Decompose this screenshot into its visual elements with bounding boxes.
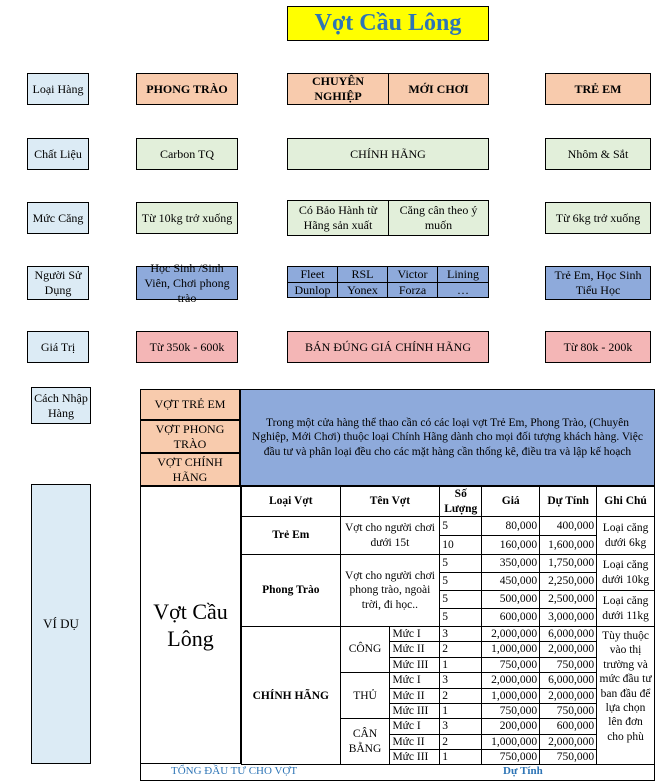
- tag-vot-tre-em: VỢT TRẺ EM: [140, 389, 240, 420]
- cell-du-tinh: 1,600,000: [540, 536, 597, 555]
- chat-lieu-nhom-sat: Nhôm & Sắt: [545, 138, 651, 170]
- muc-cang-bao-hanh: Có Bảo Hành từ Hãng sản xuất: [287, 200, 389, 236]
- cell-sl: 2: [440, 688, 482, 703]
- th-ten-vot: Tên Vợt: [340, 487, 440, 517]
- chat-lieu-carbon: Carbon TQ: [136, 138, 238, 170]
- cell-muc: Mức I: [390, 719, 440, 734]
- cell-gia: 750,000: [482, 657, 540, 672]
- cell-phong-trao-note-2: Loại căng dưới 11kg: [597, 591, 655, 627]
- nguoi-su-dung-tre-em: Trẻ Em, Học Sinh Tiểu Học: [545, 266, 651, 300]
- cell-du-tinh: 600,000: [540, 719, 597, 734]
- cell-sl: 3: [440, 627, 482, 642]
- gia-tri-chinh-hang: BÁN ĐÚNG GIÁ CHÍNH HÃNG: [287, 331, 489, 363]
- gia-tri-tre-em: Từ 80k - 200k: [545, 331, 651, 363]
- product-name: Vợt Cầu Lông: [140, 486, 241, 764]
- cell-du-tinh: 6,000,000: [540, 627, 597, 642]
- cell-sl: 1: [440, 750, 482, 765]
- brand-dunlop: Dunlop: [288, 283, 338, 298]
- footer-du-tinh: Dự Tính: [503, 765, 543, 777]
- cell-muc: Mức III: [390, 657, 440, 672]
- table-row: [242, 627, 655, 642]
- cell-du-tinh: 2,000,000: [540, 734, 597, 749]
- cell-du-tinh: 3,000,000: [540, 609, 597, 627]
- muc-cang-6kg: Từ 6kg trở xuống: [545, 202, 651, 234]
- cell-gia: 160,000: [482, 536, 540, 555]
- th-loai-vot: Loại Vợt: [242, 487, 341, 517]
- table-row: [242, 517, 655, 536]
- brand-more: …: [457, 283, 469, 297]
- cell-gia: 2,000,000: [482, 627, 540, 642]
- cell-tre-em-note: Loại căng dưới 6kg: [597, 517, 655, 555]
- cell-group-can-bang: CÂN BẰNG: [340, 719, 390, 765]
- cell-muc: Mức II: [390, 734, 440, 749]
- table-row: [242, 555, 655, 573]
- page-title: Vợt Cầu Lông: [287, 6, 489, 41]
- gia-tri-phong-trao: Từ 350k - 600k: [136, 331, 238, 363]
- cell-gia: 200,000: [482, 719, 540, 734]
- th-ghi-chu: Ghi Chú: [597, 487, 655, 517]
- cell-du-tinh: 1,750,000: [540, 555, 597, 573]
- cell-sl: 1: [440, 703, 482, 718]
- cell-gia: 1,000,000: [482, 688, 540, 703]
- brand-yonex: Yonex: [338, 283, 388, 298]
- cell-gia: 80,000: [482, 517, 540, 536]
- cell-phong-trao-note-1: Loại căng dưới 10kg: [597, 555, 655, 591]
- footer-total-label: TỔNG ĐẦU TƯ CHO VỢT: [171, 765, 298, 777]
- loai-hang-phong-trao: PHONG TRÀO: [136, 73, 238, 105]
- cell-group-thu: THỦ: [340, 673, 390, 719]
- cell-gia: 1,000,000: [482, 642, 540, 657]
- cell-gia: 750,000: [482, 703, 540, 718]
- cell-du-tinh: 2,000,000: [540, 642, 597, 657]
- footer-row: [140, 764, 655, 781]
- muc-cang-tuy-y: Căng cân theo ý muốn: [388, 200, 489, 236]
- table-header-row: [242, 487, 655, 517]
- cell-sl: 3: [440, 673, 482, 688]
- th-du-tinh: Dự Tính: [540, 487, 597, 517]
- label-gia-tri: Giá Trị: [27, 331, 89, 363]
- cell-sl: 5: [440, 555, 482, 573]
- cell-muc: Mức II: [390, 642, 440, 657]
- cell-muc: Mức III: [390, 750, 440, 765]
- cell-gia: 450,000: [482, 573, 540, 591]
- cell-muc: Mức III: [390, 703, 440, 718]
- cell-phong-trao: Phong Trào: [242, 555, 341, 627]
- cell-sl: 5: [440, 609, 482, 627]
- cell-du-tinh: 2,500,000: [540, 591, 597, 609]
- th-gia: Giá: [482, 487, 540, 517]
- cell-muc: Mức I: [390, 673, 440, 688]
- brand-rsl: RSL: [338, 267, 388, 283]
- cell-sl: 1: [440, 657, 482, 672]
- cell-gia: 750,000: [482, 750, 540, 765]
- cell-du-tinh: 6,000,000: [540, 673, 597, 688]
- cell-tre-em: Trẻ Em: [242, 517, 341, 555]
- cell-gia: 1,000,000: [482, 734, 540, 749]
- brand-victor: Victor: [388, 267, 438, 283]
- tag-vot-phong-trao: VỢT PHONG TRÀO: [140, 420, 240, 453]
- cell-tre-em-desc: Vợt cho người chơi dưới 15t: [340, 517, 440, 555]
- cell-gia: 350,000: [482, 555, 540, 573]
- cell-gia: 600,000: [482, 609, 540, 627]
- cell-muc: Mức I: [390, 627, 440, 642]
- cell-group-cong: CÔNG: [340, 627, 390, 673]
- cell-muc: Mức II: [390, 688, 440, 703]
- label-cach-nhap-hang: Cách Nhập Hàng: [31, 387, 91, 424]
- loai-hang-chuyen-nghiep: CHUYÊN NGHIỆP: [287, 73, 389, 105]
- cell-sl: 5: [440, 573, 482, 591]
- label-loai-hang: Loại Hàng: [27, 73, 89, 105]
- cell-sl: 2: [440, 642, 482, 657]
- cell-sl: 3: [440, 719, 482, 734]
- label-chat-lieu: Chất Liệu: [27, 138, 89, 170]
- cell-sl: 10: [440, 536, 482, 555]
- cell-gia: 500,000: [482, 591, 540, 609]
- cell-du-tinh: 400,000: [540, 517, 597, 536]
- description-box: Trong một cửa hàng thể thao cần có các loại vợt Trẻ Em, Phong Trào, (Chuyên Nghiệp, Mới Chơi) thuộc loại Chính Hãng dành cho mọi đối tượng khách hàng. Việc đầu tư và phân loại đều cho các mặt hàng cần thống kê, điều tra và lập kế hoạch: [240, 389, 655, 486]
- brand-grid: [287, 266, 489, 298]
- brand-fleet: Fleet: [288, 267, 338, 283]
- cell-sl: 5: [440, 517, 482, 536]
- cell-du-tinh: 2,250,000: [540, 573, 597, 591]
- cell-du-tinh: 750,000: [540, 750, 597, 765]
- brand-forza: Forza: [388, 283, 438, 298]
- muc-cang-10kg: Từ 10kg trở xuống: [136, 202, 238, 234]
- cell-chinh-hang-note: Tùy thuộc vào thị trường và mức đầu tư ban đầu để lựa chọn lên đơn cho phù: [597, 627, 655, 765]
- tag-vot-chinh-hang: VỢT CHÍNH HÃNG: [140, 453, 240, 486]
- label-vi-du: VÍ DỤ: [31, 484, 91, 764]
- loai-hang-tre-em: TRẺ EM: [545, 73, 651, 105]
- cell-sl: 5: [440, 591, 482, 609]
- cell-du-tinh: 2,000,000: [540, 688, 597, 703]
- cell-gia: 2,000,000: [482, 673, 540, 688]
- label-nguoi-su-dung: Người Sử Dụng: [27, 266, 89, 300]
- chat-lieu-chinh-hang: CHÍNH HÃNG: [287, 138, 489, 170]
- cell-chinh-hang: CHÍNH HÃNG: [242, 627, 341, 765]
- loai-hang-moi-choi: MỚI CHƠI: [388, 73, 489, 105]
- label-muc-cang: Mức Căng: [27, 202, 89, 234]
- brand-lining: Lining: [438, 267, 488, 283]
- cell-sl: 2: [440, 734, 482, 749]
- th-so-luong: Số Lượng: [440, 487, 482, 517]
- cell-du-tinh: 750,000: [540, 703, 597, 718]
- cell-phong-trao-desc: Vợt cho người chơi phong trào, ngoài trời, đi học..: [340, 555, 440, 627]
- cell-du-tinh: 750,000: [540, 657, 597, 672]
- nguoi-su-dung-hoc-sinh: Học Sinh /Sinh Viên, Chơi phong trào: [136, 266, 238, 300]
- example-table: [241, 486, 655, 765]
